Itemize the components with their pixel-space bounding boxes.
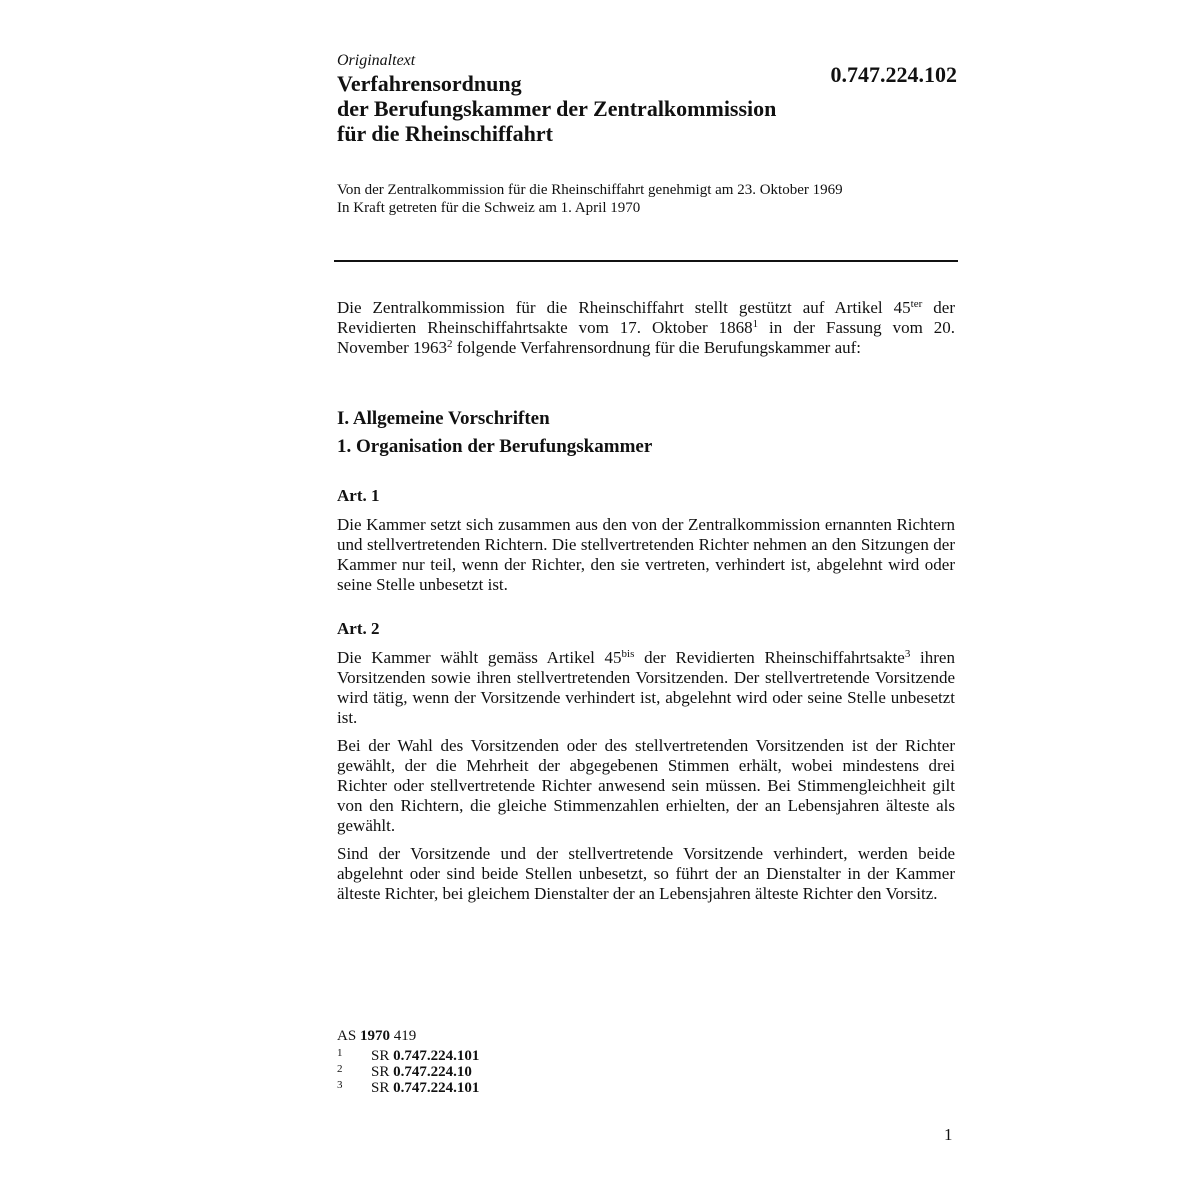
as-page: 419 (393, 1028, 417, 1044)
article-2-paragraph-1 (337, 648, 955, 728)
footnote-ref-1[interactable]: 1 (752, 318, 759, 330)
subsection-title: 1. Organisation der Berufungskammer (337, 436, 653, 457)
article-2-sup-bis: bis (621, 648, 635, 660)
footnote-ref-3[interactable]: 3 (904, 648, 911, 660)
footnote-3 (337, 1080, 479, 1096)
footnote-sr-ref[interactable]: 0.747.224.101 (393, 1080, 480, 1096)
preamble-sup-ter: ter (910, 298, 923, 310)
section-title: I. Allgemeine Vorschriften (337, 408, 550, 429)
footnote-prefix: SR (371, 1048, 390, 1064)
article-1-text: Die Kammer setzt sich zusammen aus den von der Zentralkommission ernannten Richtern und stellvertretenden Richtern. Die stellvertretenden Richter nehmen an den Sitzungen der Kammer nur teil, wenn der Richter, den sie vertreten, verhindert ist, abgelehnt wird oder seine Stelle unbesetzt ist. (337, 515, 955, 594)
footnote-number: 3 (337, 1079, 343, 1091)
sr-number: 0.747.224.102 (830, 62, 957, 87)
document-body (337, 298, 955, 912)
page-number: 1 (944, 1125, 953, 1144)
as-reference (337, 1028, 479, 1044)
footnotes (337, 1028, 479, 1096)
preamble (337, 298, 955, 358)
footnote-sr-ref[interactable]: 0.747.224.10 (393, 1064, 472, 1080)
preamble-text-3: in der Fassung vom 20. November 1963 (337, 318, 955, 357)
preamble-text-4: folgende Verfahrensordnung für die Berufungskammer auf: (452, 338, 862, 357)
footnote-sr-ref[interactable]: 0.747.224.101 (393, 1048, 480, 1064)
preamble-text-1: Die Zentralkommission für die Rheinschiffahrt stellt gestützt auf Artikel 45 (337, 298, 911, 317)
footnote-text (371, 1064, 472, 1080)
article-2-paragraph-2: Bei der Wahl des Vorsitzenden oder des stellvertretenden Vorsitzenden ist der Richter gewählt, der die Mehrheit der abgegebenen Stimmen erhält, wobei mindestens drei Richter oder stellvertretende Richter anwesend sein müssen. Bei Stimmengleichheit gilt von den Richtern, die gleiche Stimmenzahlen erhielten, der an Lebensjahren älteste als gewählt. (337, 736, 955, 835)
as-year: 1970 (359, 1028, 390, 1044)
footnote-number: 1 (337, 1047, 343, 1059)
entry-into-force: In Kraft getreten für die Schweiz am 1. April 1970 (337, 200, 641, 216)
article-2-text-1: Die Kammer wählt gemäss Artikel 45 (337, 648, 622, 667)
article-2-title: Art. 2 (337, 619, 380, 638)
footnote-number: 2 (337, 1063, 343, 1075)
as-prefix: AS (337, 1028, 357, 1044)
footnote-prefix: SR (371, 1064, 390, 1080)
approval-date: Von der Zentralkommission für die Rheinschiffahrt genehmigt am 23. Oktober 1969 (337, 182, 843, 198)
article-2-text-2: der Revidierten Rheinschiffahrtsakte (634, 648, 905, 667)
approval-info (337, 181, 843, 217)
spacer (337, 603, 955, 619)
article-2-paragraph-3: Sind der Vorsitzende und der stellvertretende Vorsitzende verhindert, werden beide abgelehnt oder sind beide Stellen unbesetzt, so führt der an Dienstalter in der Kammer älteste Richter, bei gleichem Dienstalter der an Lebensjahren älteste Richter den Vorsitz. (337, 844, 955, 903)
preamble-text-2: der Revidierten Rheinschiffahrtsakte vom 17. Oktober 1868 (337, 298, 955, 337)
article-2-text-3: ihren Vorsitzenden sowie ihren stellvertretenden Vorsitzenden. Der stellvertretende Vorsitzende wird tätig, wenn der Vorsitzende verhindert ist, abgelehnt wird oder seine Stelle unbesetzt ist. (337, 648, 955, 727)
title-line-2: der Berufungskammer der Zentralkommission (337, 96, 777, 121)
title-line-3: für die Rheinschiffahrt (337, 121, 553, 146)
footnote-ref-2[interactable]: 2 (447, 338, 453, 350)
footnote-text (371, 1080, 479, 1096)
article-1-title: Art. 1 (337, 486, 380, 505)
header-divider (334, 260, 958, 262)
footnote-text (371, 1048, 479, 1064)
originaltext-label: Originaltext (337, 52, 416, 69)
footnote-prefix: SR (371, 1080, 390, 1096)
title-line-1: Verfahrensordnung (337, 71, 522, 96)
document-header (337, 52, 957, 146)
